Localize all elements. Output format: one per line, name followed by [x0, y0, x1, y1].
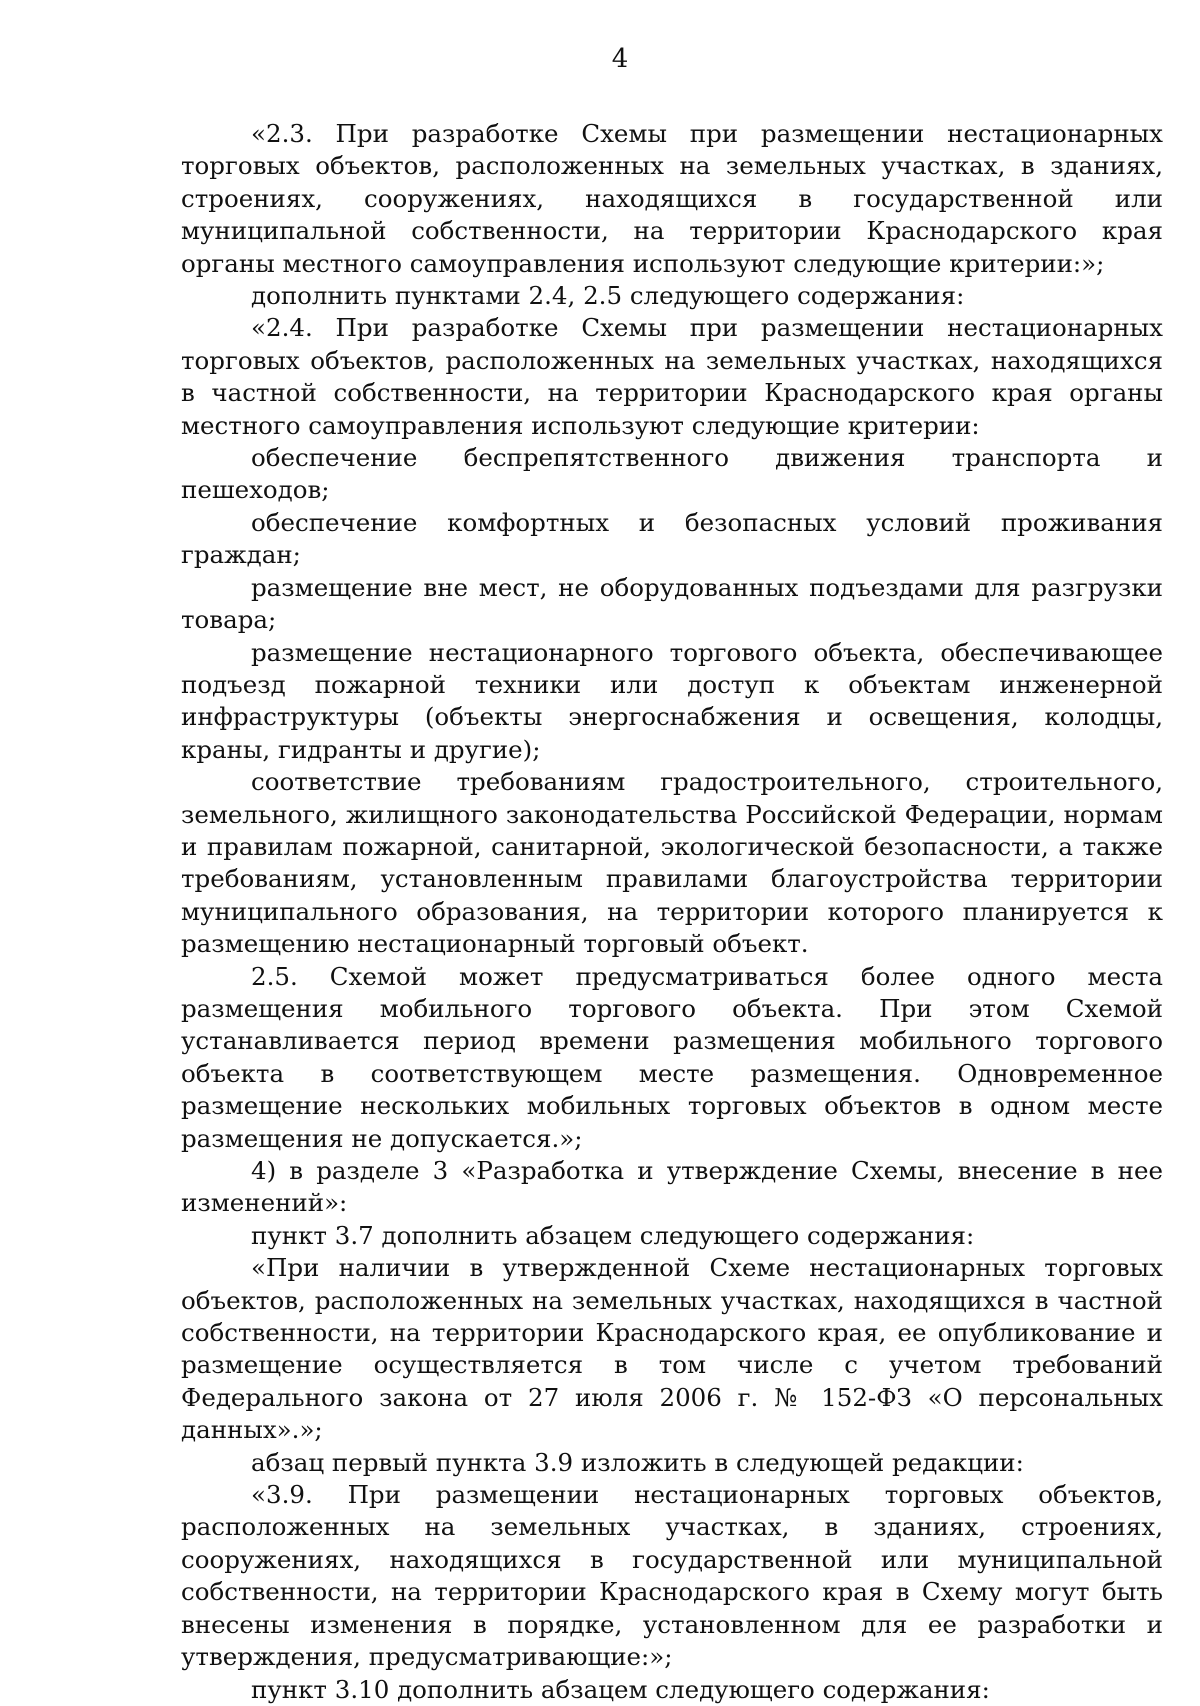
page-number: 4 — [611, 44, 629, 74]
paragraph-2-3: «2.3. При разработке Схемы при размещении нестационарных торговых объектов, расположенных на земельных участках, в зданиях, строениях, сооружениях, находящихся в государственной или муниципальной собственности, на территории Краснодарского края органы местного самоуправления используют следующие критерии:»; — [181, 119, 1163, 278]
paragraph-2-4: «2.4. При разработке Схемы при размещении нестационарных торговых объектов, расположенных на земельных участках, находящихся в частной собственности, на территории Краснодарского края органы местного самоуправления используют следующие критерии: — [181, 313, 1163, 440]
paragraph-supplement-3-7: пункт 3.7 дополнить абзацем следующего содержания: — [251, 1220, 975, 1250]
item-4-section-3: 4) в разделе 3 «Разработка и утверждение Схемы, внесение в нее изменений»: — [181, 1156, 1163, 1218]
criterion-unloading: размещение вне мест, не оборудованных подъездами для разгрузки товара; — [181, 572, 1163, 635]
criterion-legal-compliance: соответствие требованиям градостроительного, строительного, земельного, жилищного законодательства Российской Федерации, нормам и правилам пожарной, санитарной, экологической безопасности, а также требованиям, установленным правилами благоустройства территории муниципального образования, на территории которого планируется к размещению нестационарный торговый объект. — [181, 767, 1163, 959]
paragraph-supplement-2-4-2-5: дополнить пунктами 2.4, 2.5 следующего содержания: — [251, 281, 965, 311]
document-body — [181, 118, 1163, 1706]
paragraph-supplement-3-10: пункт 3.10 дополнить абзацем следующего содержания: — [251, 1674, 990, 1704]
criterion-living-conditions: обеспечение комфортных и безопасных условий проживания граждан; — [181, 507, 1163, 570]
paragraph-2-5: 2.5. Схемой может предусматриваться более одного места размещения мобильного торгового объекта. При этом Схемой устанавливается период времени размещения мобильного торгового объекта в соответствующем месте размещения. Одновременное размещение нескольких мобильных торговых объектов в одном месте размещения не допускается.»; — [181, 961, 1163, 1153]
paragraph-3-9: «3.9. При размещении нестационарных торговых объектов, расположенных на земельных участках, в зданиях, строениях, сооружениях, находящихся в государственной или муниципальной собственности, на территории Краснодарского края в Схему могут быть внесены изменения в порядке, установленном для ее разработки и утверждения, предусматривающие:»; — [181, 1480, 1163, 1672]
paragraph-3-7-text: «При наличии в утвержденной Схеме нестационарных торговых объектов, расположенных на земельных участках, находящихся в частной собственности, на территории Краснодарского края, ее опубликование и размещение осуществляется в том числе с учетом требований Федерального закона от 27 июля 2006 г. № 152-ФЗ «О персональных данных».»; — [181, 1253, 1163, 1445]
paragraph-3-9-instruction: абзац первый пункта 3.9 изложить в следующей редакции: — [251, 1447, 1024, 1477]
criterion-fire-access: размещение нестационарного торгового объекта, обеспечивающее подъезд пожарной техники или доступ к объектам инженерной инфраструктуры (объекты энергоснабжения и освещения, колодцы, краны, гидранты и другие); — [181, 637, 1163, 764]
criterion-traffic: обеспечение беспрепятственного движения транспорта и пешеходов; — [181, 443, 1163, 505]
